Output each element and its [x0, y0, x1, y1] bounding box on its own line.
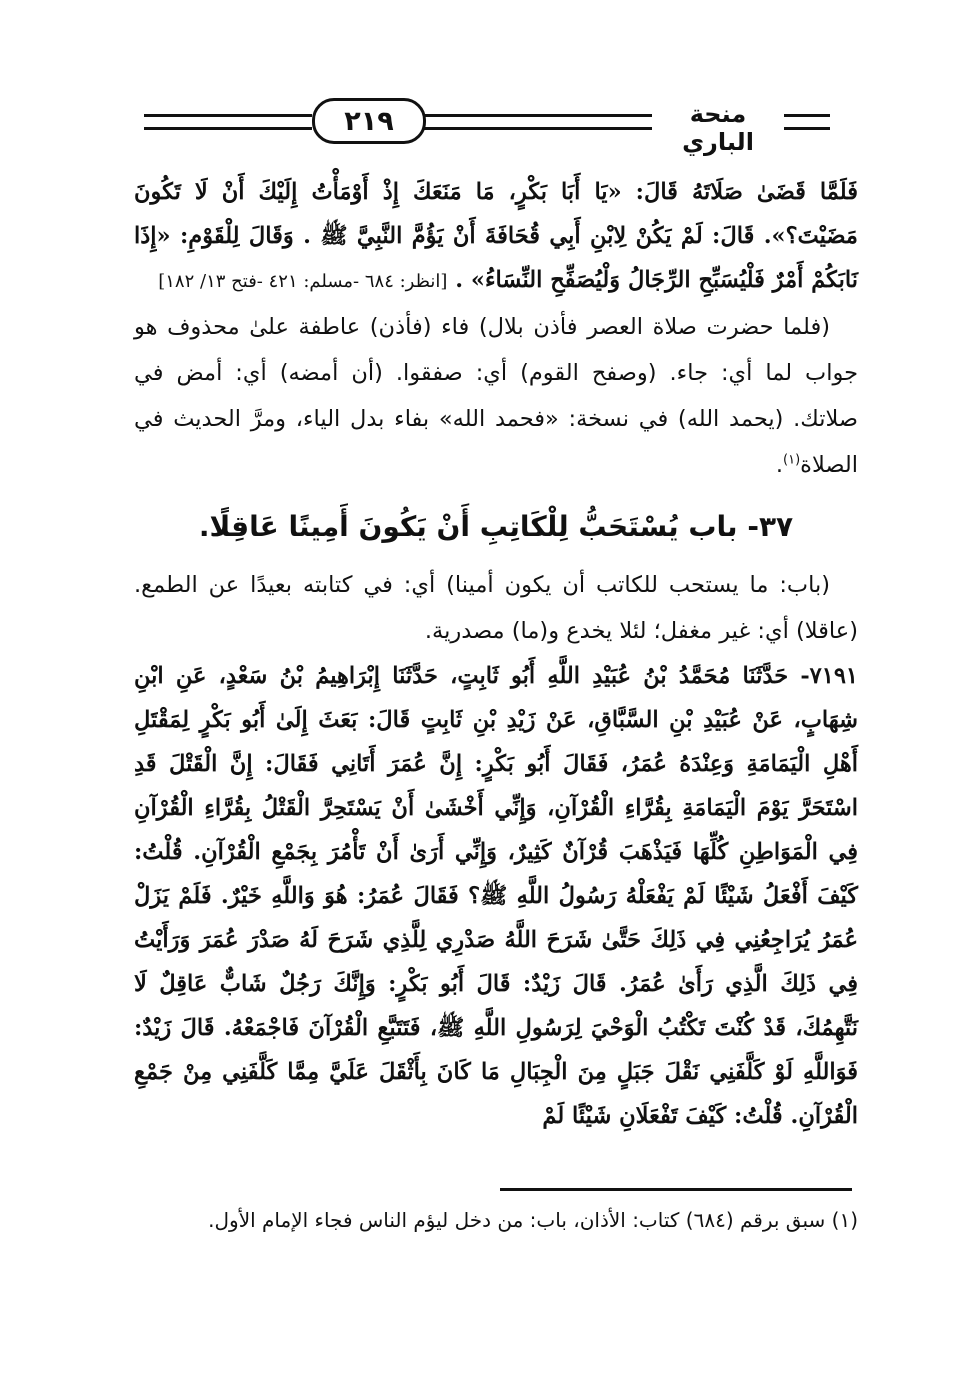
- header-double-rule-middle: [420, 114, 652, 130]
- header-double-rule-left: [144, 114, 312, 130]
- commentary-text: (فلما حضرت صلاة العصر فأذن بلال) فاء (فأذن) عاطفة علىٰ محذوف هو جواب لما أي: جاء. (وصفح القوم) أي: صفقوا. (أن أمضه) أي: أمض في صلاتك. (يحمد الله) في نسخة: «فحمد الله» بفاء بدل الياء، ومرَّ الحديث في الصلاة: [134, 314, 858, 478]
- footnote-separator: [500, 1188, 852, 1191]
- page-number: ٢١٩: [312, 98, 426, 144]
- commentary-paragraph: [134, 304, 858, 488]
- header-double-rule-right: [784, 114, 830, 130]
- chapter-heading: ٣٧- باب يُسْتَحَبُّ لِلْكَاتِبِ أَنْ يَكُونَ أَمِينًا عَاقِلًا.: [198, 510, 794, 543]
- running-header: [130, 96, 830, 156]
- hadith-cross-reference: [انظر: ٦٨٤ -مسلم: ٤٢١ -فتح ١٣/ ١٨٢]: [158, 271, 448, 292]
- running-title: منحة الباري: [682, 100, 754, 156]
- hadith-continuation: [134, 170, 858, 304]
- main-text: [134, 170, 858, 1138]
- commentary-end: .: [775, 452, 784, 478]
- hadith-continuation-text: فَلَمَّا قَضَىٰ صَلَاتَهُ قَالَ: «يَا أَبَا بَكْرٍ، مَا مَنَعَكَ إِذْ أَوْمَأْتُ إِلَيْكَ أَنْ لَا تَكُونَ مَضَيْتَ؟». قَالَ: لَمْ يَكُنْ لِابْنِ أَبِي قُحَافَةَ أَنْ يَؤُمَّ النَّبِيَّ ﷺ . وَقَالَ لِلْقَوْمِ: «إِذَا نَابَكُمْ أَمْرٌ فَلْيُسَبِّحِ الرِّجَالُ وَلْيُصَفِّحِ النِّسَاءُ» .: [134, 179, 858, 293]
- hadith-7191: ٧١٩١- حَدَّثَنَا مُحَمَّدُ بْنُ عُبَيْدِ اللَّهِ أَبُو ثَابِتٍ، حَدَّثَنَا إِبْرَاهِيمُ بْنُ سَعْدٍ، عَنِ ابْنِ شِهَابٍ، عَنْ عُبَيْدِ بْنِ السَّبَّاقِ، عَنْ زَيْدِ بْنِ ثَابِتٍ قَالَ: بَعَثَ إِلَىٰ أَبُو بَكْرٍ لِمَقْتَلِ أَهْلِ الْيَمَامَةِ وَعِنْدَهُ عُمَرُ، فَقَالَ أَبُو بَكْرٍ: إِنَّ عُمَرَ أَتَانِي فَقَالَ: إِنَّ الْقَتْلَ قَدِ اسْتَحَرَّ يَوْمَ الْيَمَامَةِ بِقُرَّاءِ الْقُرْآنِ، وَإِنِّي أَخْشَىٰ أَنْ يَسْتَحِرَّ الْقَتْلُ بِقُرَّاءِ الْقُرْآنِ فِي الْمَوَاطِنِ كُلِّهَا فَيَذْهَبَ قُرْآنٌ كَثِيرٌ، وَإِنِّي أَرَىٰ أَنْ تَأْمُرَ بِجَمْعِ الْقُرْآنِ. قُلْتُ: كَيْفَ أَفْعَلُ شَيْئًا لَمْ يَفْعَلْهُ رَسُولُ اللَّهِ ﷺ؟ فَقَالَ عُمَرُ: هُوَ وَاللَّهِ خَيْرٌ. فَلَمْ يَزَلْ عُمَرُ يُرَاجِعُنِي فِي ذَلِكَ حَتَّىٰ شَرَحَ اللَّهُ صَدْرِي لِلَّذِي شَرَحَ لَهُ صَدْرَ عُمَرَ وَرَأَيْتُ فِي ذَلِكَ الَّذِي رَأَىٰ عُمَرُ. قَالَ زَيْدٌ: قَالَ أَبُو بَكْرٍ: وَإِنَّكَ رَجُلٌ شَابٌّ عَاقِلٌ لَا نَتَّهِمُكَ، قَدْ كُنْتَ تَكْتُبُ الْوَحْيَ لِرَسُولِ اللَّهِ ﷺ، فَتَتَبَّعِ الْقُرْآنَ فَاجْمَعْهُ. قَالَ زَيْدٌ: فَوَاللَّهِ لَوْ كَلَّفَنِي نَقْلَ جَبَلٍ مِنَ الْجِبَالِ مَا كَانَ بِأَثْقَلَ عَلَيَّ مِمَّا كَلَّفَنِي مِنْ جَمْعِ الْقُرْآنِ. قُلْتُ: كَيْفَ تَفْعَلَانِ شَيْئًا لَمْ: [134, 663, 858, 1129]
- footnote-marker: (١): [783, 452, 801, 468]
- footnote: (١) سبق برقم (٦٨٤) كتاب: الأذان، باب: من دخل ليؤم الناس فجاء الإمام الأول.: [208, 1208, 858, 1232]
- chapter-commentary: (باب: ما يستحب للكاتب أن يكون أمينا) أي: في كتابته بعيدًا عن الطمع. (عاقلا) أي: غير مغفل؛ لئلا يخدع و(ما) مصدرية.: [134, 572, 858, 644]
